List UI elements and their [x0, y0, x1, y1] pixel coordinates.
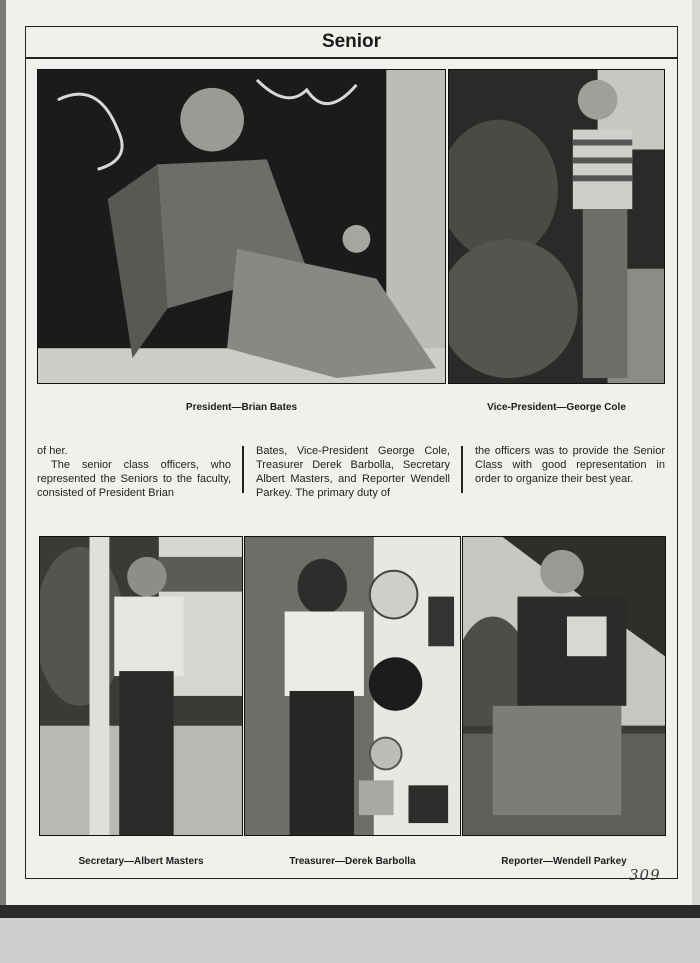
page-edge — [692, 0, 700, 905]
text-column-3-paragraph: the officers was to provide the Senior Class with good representation in order to organize their best year. — [475, 445, 665, 485]
treasurer-photo — [244, 536, 461, 836]
reporter-caption: Reporter—Wendell Parkey — [501, 856, 627, 867]
page-title: Senior — [321, 31, 382, 52]
text-column-3 — [475, 444, 665, 486]
reporter-photo — [462, 536, 666, 836]
vice-president-photo — [448, 69, 665, 384]
page-number: 309 — [629, 866, 661, 884]
vice-president-caption: Vice-President—George Cole — [487, 402, 626, 413]
column-divider — [242, 446, 244, 493]
text-column-2 — [256, 444, 450, 500]
president-photo — [37, 69, 446, 384]
page-gutter-shadow — [0, 0, 6, 905]
text-column-2-paragraph: Bates, Vice-President George Cole, Treasurer Derek Barbolla, Secretary Albert Masters, and Reporter Wendell Parkey. The primary duty of — [256, 445, 450, 499]
text-column-1-line: of her. — [37, 445, 68, 457]
secretary-photo — [39, 536, 243, 836]
president-caption: President—Brian Bates — [185, 402, 298, 413]
header-divider — [25, 57, 678, 59]
text-column-1 — [37, 444, 231, 500]
treasurer-caption: Treasurer—Derek Barbolla — [289, 856, 416, 867]
text-column-1-paragraph: The senior class officers, who represented the Seniors to the faculty, consisted of President Brian — [37, 459, 231, 499]
binding-strip — [0, 918, 700, 963]
column-divider — [461, 446, 463, 493]
secretary-caption: Secretary—Albert Masters — [78, 856, 204, 867]
